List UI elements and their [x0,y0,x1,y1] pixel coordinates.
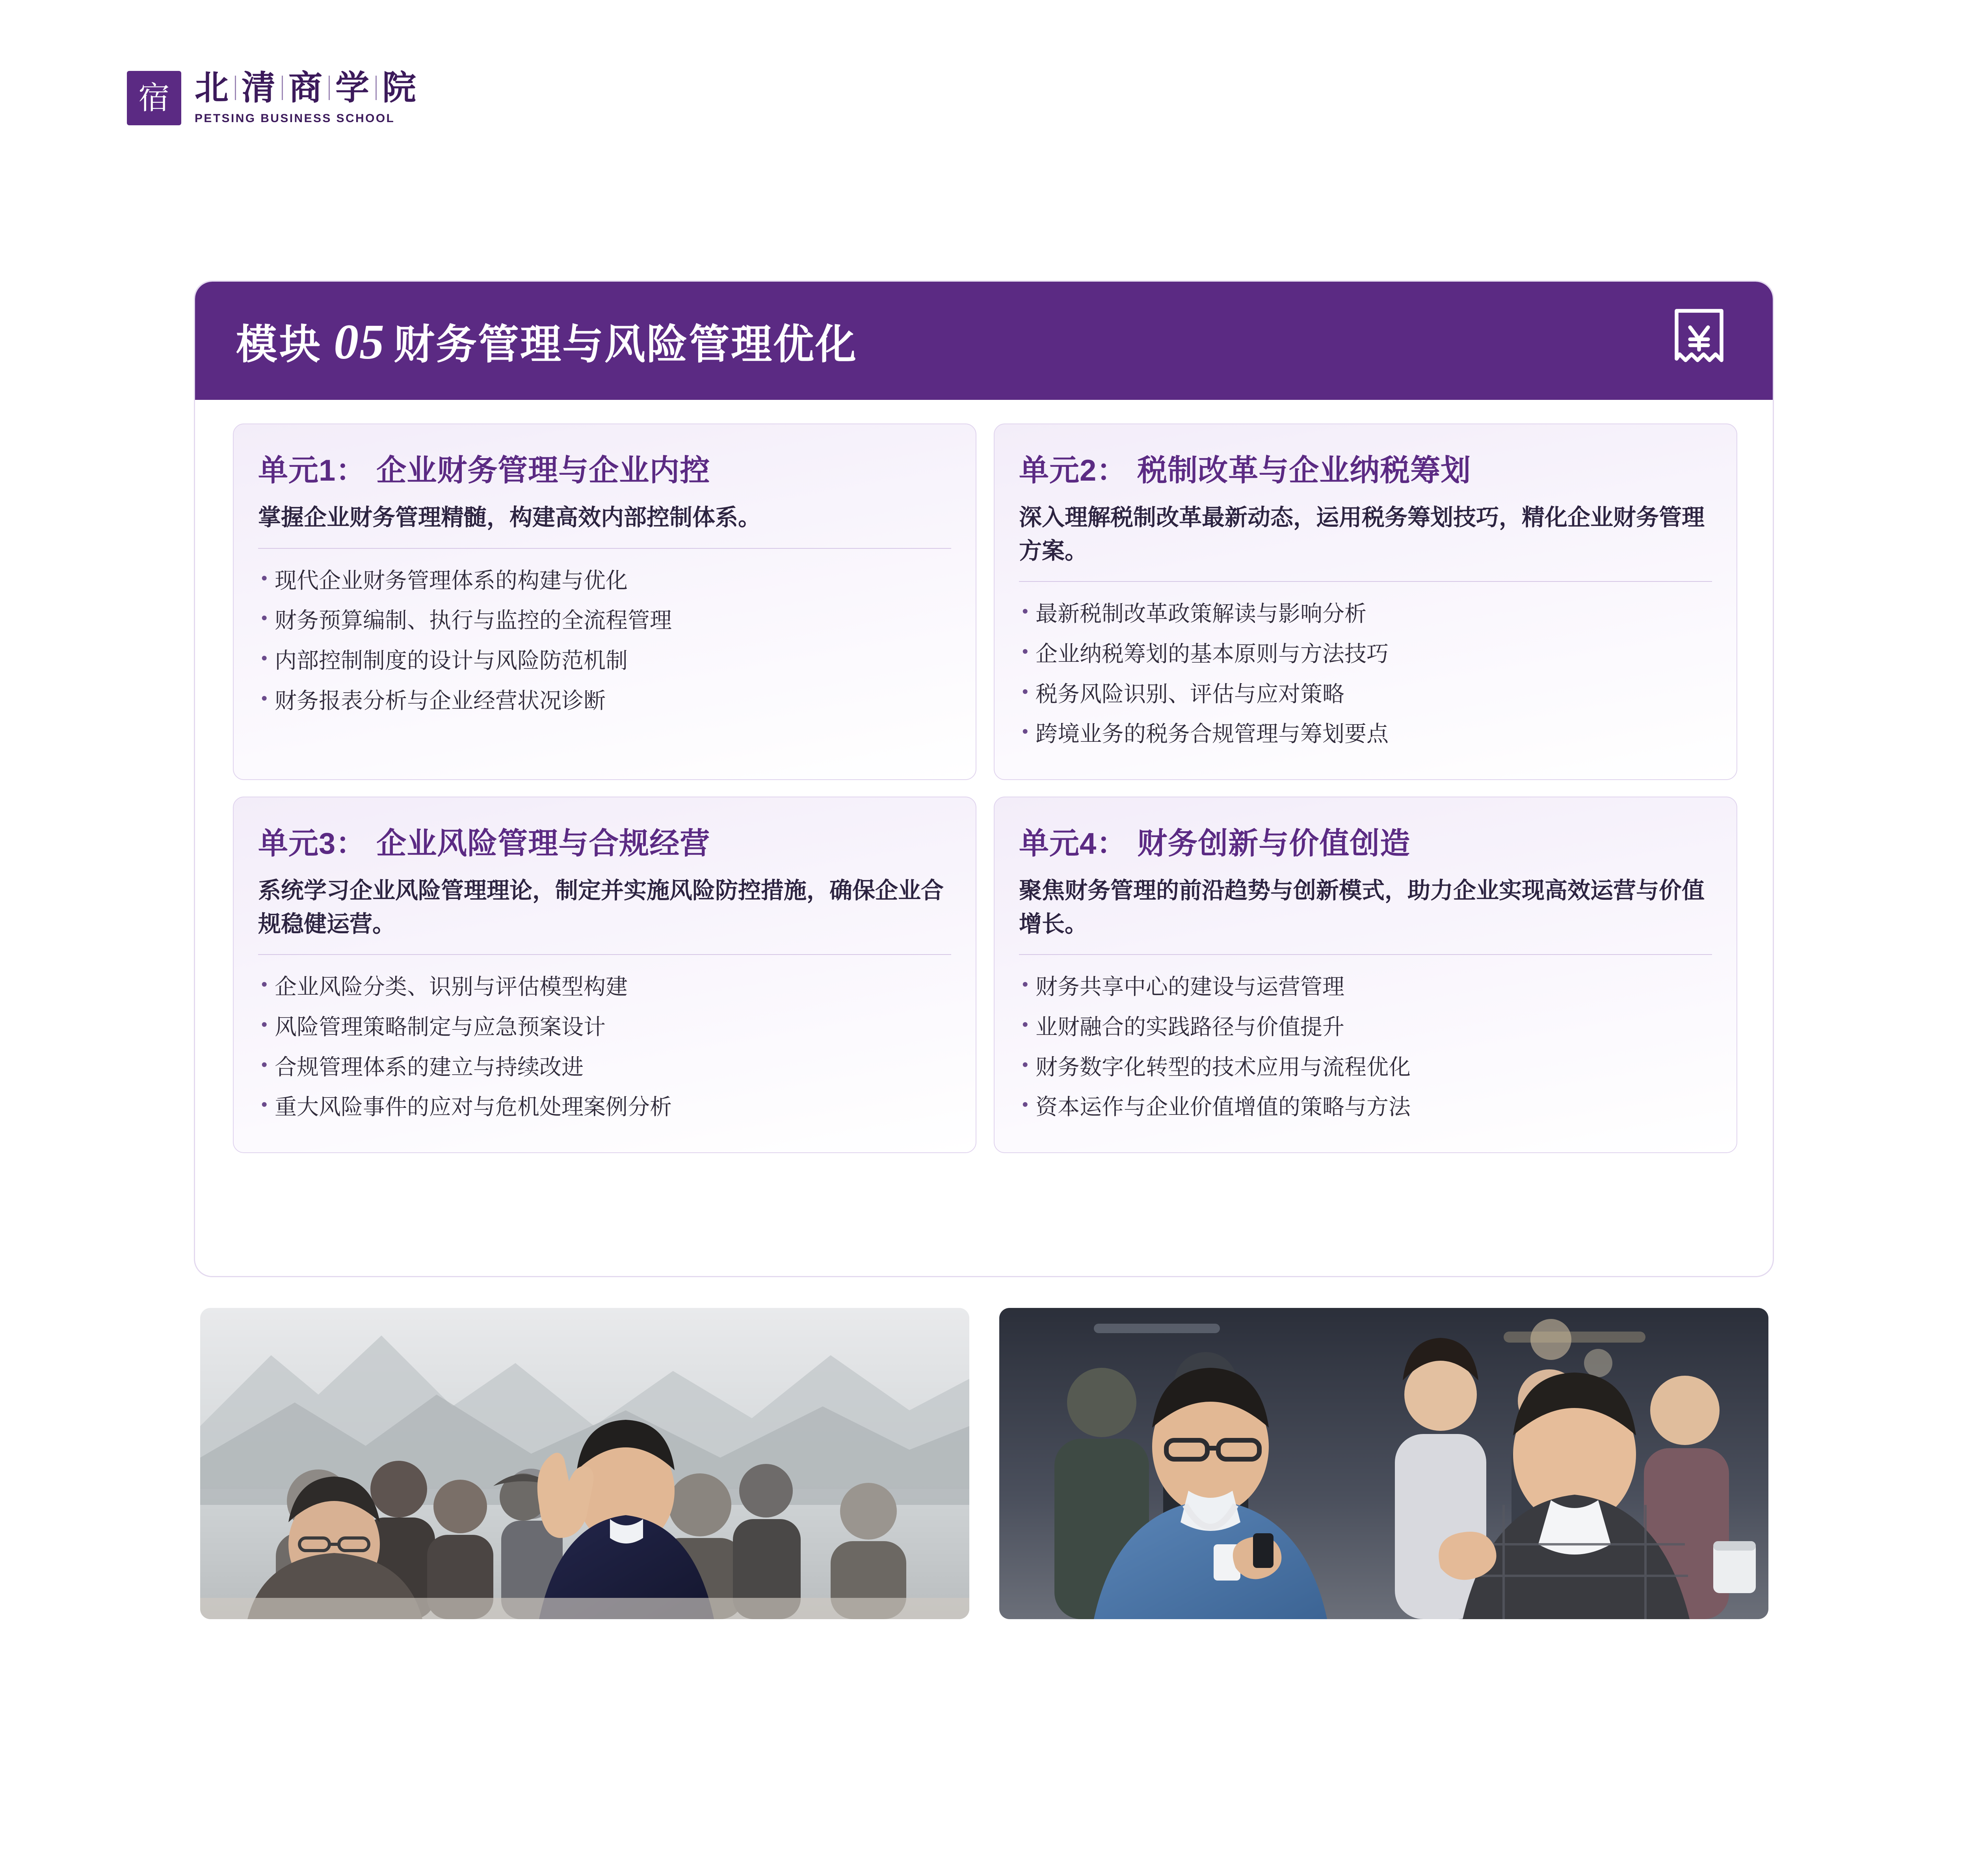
unit-card [233,423,976,780]
brand-char-5: 院 [382,69,417,107]
brand-divider-2 [282,76,283,100]
unit-label: 单元2： [1019,454,1127,487]
unit-label: 单元1： [258,454,366,487]
list-item: • 税务风险识别、评估与应对策略 [1019,674,1712,714]
brand-char-4: 学 [335,69,370,107]
unit-label: 单元3： [258,827,366,861]
list-item: • 业财融合的实践路径与价值提升 [1019,1007,1712,1047]
unit-description: 深入理解税制改革最新动态，运用税务筹划技巧，精化企业财务管理方案。 [1019,505,1705,564]
list-item: • 风险管理策略制定与应急预案设计 [258,1007,951,1047]
brand-divider-4 [376,76,377,100]
unit-divider [258,548,951,549]
unit-name: 税制改革与企业纳税筹划 [1137,454,1471,487]
unit-point-list [258,967,951,1127]
list-item: • 资本运作与企业价值增值的策略与方法 [1019,1087,1712,1127]
list-item: • 财务报表分析与企业经营状况诊断 [258,681,951,721]
unit-description: 掌握企业财务管理精髄，构建高效内部控制体系。 [258,505,761,530]
brand-divider-3 [329,76,330,100]
units-grid [233,423,1737,1153]
unit-description: 聚焦财务管理的前沿趋势与创新模式，助力企业实现高效运营与价值增长。 [1019,878,1705,937]
module-title [236,311,1662,371]
module-card [194,280,1774,1277]
list-item: • 财务共享中心的建设与运营管理 [1019,967,1712,1007]
unit-divider [1019,581,1712,582]
brand-divider-1 [235,76,236,100]
brand-wordmark [195,71,417,125]
unit-name: 企业风险管理与合规经营 [376,827,710,861]
brand-name-cn [195,71,417,105]
module-title-text: 财务管理与风险管理优化 [394,321,858,368]
unit-divider [1019,954,1712,955]
module-label: 模块 [236,321,323,368]
list-item: • 财务预算编制、执行与监控的全流程管理 [258,600,951,641]
list-item: • 重大风险事件的应对与危机处理案例分析 [258,1087,951,1127]
unit-divider [258,954,951,955]
list-item: • 财务数字化转型的技术应用与流程优化 [1019,1047,1712,1087]
brand-name-en: PETSING BUSINESS SCHOOL [195,112,395,125]
unit-card [994,797,1737,1153]
module-number: 05 [334,314,385,370]
unit-title [258,446,951,489]
brand-char-3: 商 [288,69,323,107]
unit-title [258,819,951,862]
unit-card [233,797,976,1153]
brand-logo [127,71,417,125]
module-header [195,282,1773,400]
photo-row [200,1308,1768,1619]
list-item: • 现代企业财务管理体系的构建与优化 [258,561,951,601]
unit-point-list [258,561,951,721]
list-item: • 最新税制改革政策解读与影响分析 [1019,594,1712,634]
list-item: • 跨境业务的税务合规管理与筹划要点 [1019,714,1712,754]
list-item: • 内部控制制度的设计与风险防范机制 [258,641,951,681]
list-item: • 企业风险分类、识别与评估模型构建 [258,967,951,1007]
invoice-yen-icon [1662,303,1736,378]
unit-label: 单元4： [1019,827,1127,861]
petsing-seal-icon [127,71,181,125]
unit-name: 财务创新与价值创造 [1137,827,1411,861]
photo-discussion-left [200,1308,969,1619]
brand-char-2: 清 [242,69,276,107]
unit-title [1019,446,1712,489]
seal-glyph: 宿 [138,80,170,116]
unit-point-list [1019,594,1712,754]
list-item: • 合规管理体系的建立与持续改进 [258,1047,951,1087]
unit-description: 系统学习企业风险管理理论，制定并实施风险防控措施，确保企业合规稳健运营。 [258,878,944,937]
list-item: • 企业纳税筹划的基本原则与方法技巧 [1019,634,1712,674]
brand-char-1: 北 [195,69,229,107]
unit-title [1019,819,1712,862]
photo-discussion-right [999,1308,1768,1619]
unit-name: 企业财务管理与企业内控 [376,454,710,487]
unit-point-list [1019,967,1712,1127]
unit-card [994,423,1737,780]
